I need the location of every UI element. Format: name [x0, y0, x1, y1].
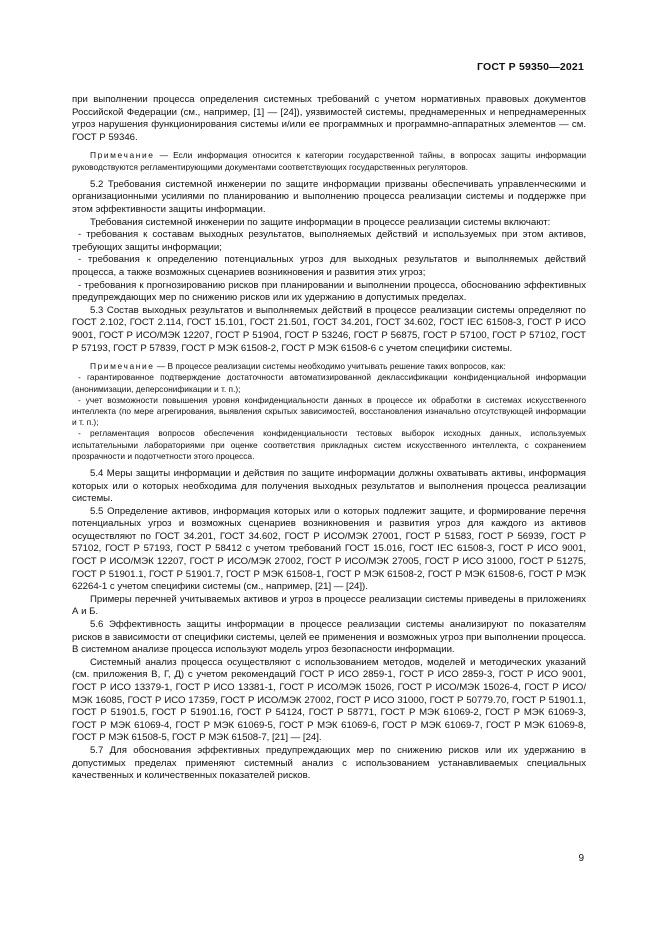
- note-text: — В процессе реализации системы необходимо учитывать решение таких вопросов, как:: [154, 361, 506, 372]
- list-item: - требования к составам выходных результатов, выполняемых действий и используемых при этом активов, требующих защиты информации;: [72, 229, 586, 253]
- list-item: - требования к определению потенциальных угроз для выходных результатов и выполняемых действий процесса, а также возможных сценариев возникновения и развития этих угроз;: [72, 254, 586, 278]
- clause-5-7: 5.7 Для обоснования эффективных предупреждающих мер по снижению рисков или их удержанию в допустимых пределах применяют системный анализ с использованием устанавливаемых специальных качественных и количественных показателей рисков.: [72, 744, 586, 782]
- note-list-item: - гарантированное подтверждение достаточности автоматизированной деклассификации конфиденциальной информации (анонимизации, деперсонификации и т. п.);: [72, 372, 586, 394]
- note-list-item: - учет возможности повышения уровня конфиденциальности данных в процессе их обработки в системах искусственного интеллекта (по мере агрегирования, выявления скрытых зависимостей, восстановления изначально отсутствующей информации и т. п.);: [72, 394, 586, 428]
- paragraph: при выполнении процесса определения системных требований с учетом нормативных правовых документов Российской Федерации (см., например, [1] — [24]), уязвимостей системы, преднамеренных и непреднамеренных угроз нарушения функционирования системы и/или ее программных и программно-аппаратных элементов — см. ГОСТ Р 59346.: [72, 94, 586, 143]
- document-header: ГОСТ Р 59350—2021: [476, 61, 584, 73]
- paragraph: Примеры перечней учитываемых активов и угроз в процессе реализации системы приведены в приложениях А и Б.: [72, 593, 586, 618]
- note-label: Примечание: [90, 361, 155, 372]
- clause-5-4: 5.4 Меры защиты информации и действия по защите информации должны охватывать активы, информация которых или о которых необходима для получения выходных результатов и выполнения процесса реализации системы.: [72, 467, 586, 505]
- note-list-item: - регламентация вопросов обеспечения конфиденциальности тестовых выборок исходных данных, используемых испытательными лабораториями при оценке соответствия прикладных систем искусственного интеллекта, с сохранением прозрачности и подотчетности этого процесса.: [72, 428, 586, 461]
- paragraph: Системный анализ процесса осуществляют с использованием методов, моделей и методических указаний (см. приложения В, Г, Д) с учетом рекомендаций ГОСТ Р ИСО 2859-1, ГОСТ Р ИСО 2859-3, ГОСТ Р ИСО 9001, ГОСТ Р ИСО 13379-1, ГОСТ Р ИСО 13381-1, ГОСТ Р ИСО/МЭК 15026, ГОСТ Р ИСО/МЭК 15026-4, ГОСТ Р ИСО/МЭК 16085, ГОСТ Р ИСО 17359, ГОСТ Р ИСО/МЭК 27002, ГОСТ Р ИСО 31000, ГОСТ Р 50779.70, ГОСТ Р 51901.1, ГОСТ Р 51901.5, ГОСТ Р 51901.16, ГОСТ Р 54124, ГОСТ Р 58771, ГОСТ Р МЭК 61069-2, ГОСТ Р МЭК 61069-3, ГОСТ Р МЭК 61069-4, ГОСТ Р МЭК 61069-5, ГОСТ Р МЭК 61069-6, ГОСТ Р МЭК 61069-7, ГОСТ Р МЭК 61069-8, ГОСТ Р МЭК 61508-5, ГОСТ Р МЭК 61508-7, [21] — [24].: [72, 656, 586, 744]
- list-item: - требования к прогнозированию рисков при планировании и выполнении процесса, обоснованию эффективных предупреждающих мер по снижению рисков или их удержанию в допустимых пределах.: [72, 279, 586, 304]
- clause-5-5: 5.5 Определение активов, информация которых или о которых подлежит защите, и формирование перечня потенциальных угроз и возможных сценариев возникновения и развития угроз для каждого из активов осуществляют по ГОСТ 34.201, ГОСТ 34.602, ГОСТ Р ИСО/МЭК 27001, ГОСТ Р 51583, ГОСТ Р 56939, ГОСТ Р 57102, ГОСТ Р 57193, ГОСТ Р 58412 с учетом требований ГОСТ 15.016, ГОСТ IEC 61508-3, ГОСТ Р ИСО 9001, ГОСТ Р ИСО/МЭК 12207, ГОСТ Р ИСО/МЭК 27002, ГОСТ Р ИСО/МЭК 27005, ГОСТ Р ИСО 31000, ГОСТ Р 51275, ГОСТ Р 51901.1, ГОСТ Р 51901.7, ГОСТ Р МЭК 61508-1, ГОСТ Р МЭК 61508-2, ГОСТ Р МЭК 61508-6, ГОСТ Р МЭК 62264-1 с учетом специфики системы (см., например, [21] — [24]).: [72, 505, 586, 593]
- note-label: Примечание: [90, 150, 155, 161]
- clause-5-2: 5.2 Требования системной инженерии по защите информации призваны обеспечивать управленческими и организационными усилиями по планированию и выполнению процесса реализации системы и поддержке при этом эффективности защиты информации.: [72, 178, 586, 215]
- note-text: — Если информация относится к категории государственной тайны, в вопросах защиты информации руководствуются регламентирующими документами соответствующих государственных регуляторов.: [72, 150, 586, 172]
- note: [72, 150, 586, 172]
- note: [72, 361, 586, 372]
- document-body: [72, 94, 586, 783]
- clause-5-6: 5.6 Эффективность защиты информации в процессе реализации системы анализируют по показателям рисков в зависимости от специфики системы, целей ее применения и возможных угроз при выполнении процесса. В системном анализе процесса используют модель угроз безопасности информации.: [72, 619, 586, 656]
- page-number: 9: [578, 853, 584, 864]
- paragraph: Требования системной инженерии по защите информации в процессе реализации системы включают:: [90, 216, 551, 228]
- clause-5-3: 5.3 Состав выходных результатов и выполняемых действий в процессе реализации системы определяют по ГОСТ 2.102, ГОСТ 2.114, ГОСТ 15.101, ГОСТ 21.501, ГОСТ 34.201, ГОСТ 34.602, ГОСТ IEC 61508-3, ГОСТ Р ИСО 9001, ГОСТ Р ИСО/МЭК 12207, ГОСТ Р 51904, ГОСТ Р 53246, ГОСТ Р 56875, ГОСТ Р 57100, ГОСТ Р 57102, ГОСТ Р 57193, ГОСТ Р 57839, ГОСТ Р МЭК 61508-2, ГОСТ Р МЭК 61508-6 с учетом специфики системы.: [72, 304, 586, 354]
